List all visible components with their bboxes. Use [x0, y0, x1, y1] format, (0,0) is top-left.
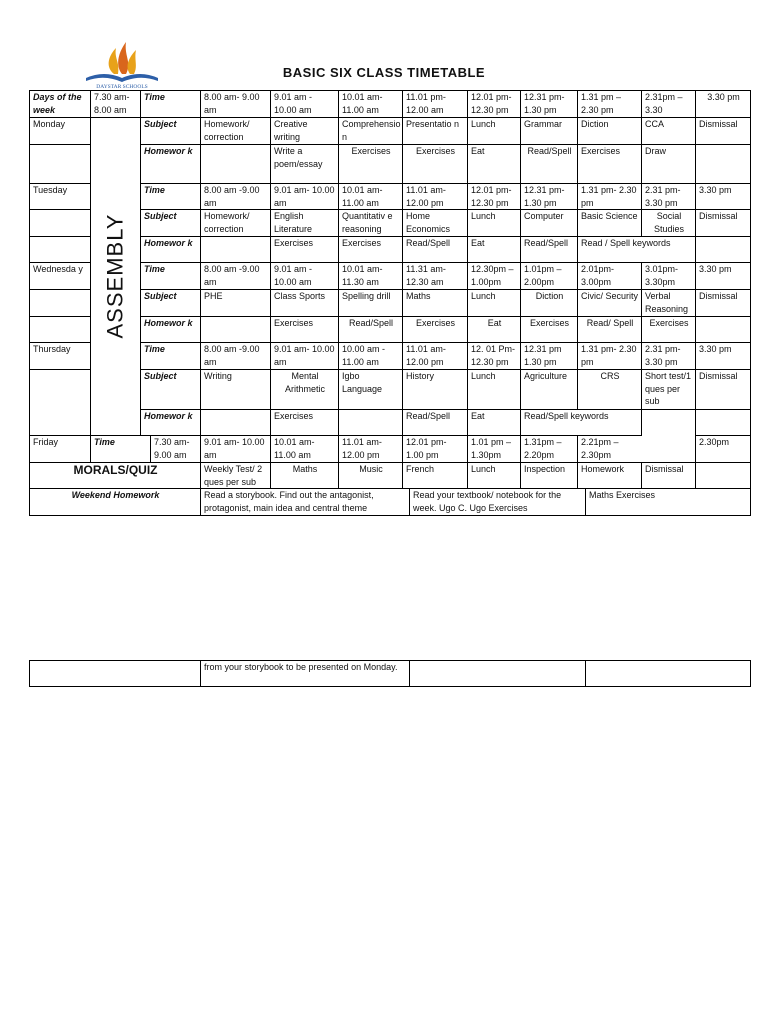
weekend-cell: Maths Exercises — [585, 488, 751, 516]
table-cell: Writing — [200, 369, 271, 410]
time-cell: 11.01 pm- 12.00 am — [402, 90, 468, 118]
day-friday: Friday — [29, 435, 91, 463]
table-cell: Read/Spell — [402, 236, 468, 263]
table-cell: 1.31 pm- 2.30 pm — [577, 342, 642, 370]
table-cell: 10.01 am- 11.30 am — [338, 262, 403, 290]
weekend-cell: Read your textbook/ notebook for the week. Ugo C. Ugo Exercises — [409, 488, 586, 516]
table-cell: Read/ Spell — [577, 316, 642, 343]
table-cell: Home Economics — [402, 209, 468, 237]
table-cell: 3.30 pm — [695, 342, 751, 370]
table-cell: 2.21pm – 2.30pm — [577, 435, 642, 463]
row-label: Time — [140, 262, 201, 290]
table-cell: Dismissal — [695, 289, 751, 317]
table-cell: Class Sports — [270, 289, 339, 317]
time-cell: 10.01 am- 11.00 am — [338, 90, 403, 118]
table-cell: Read/Spell — [402, 409, 468, 436]
table-cell: Lunch — [467, 117, 521, 145]
table-cell: Read / Spell keywords — [577, 236, 696, 263]
time-label: Time — [90, 435, 151, 463]
table-cell: Read/Spell — [520, 236, 578, 263]
table-cell: 2.31 pm- 3.30 pm — [641, 183, 696, 210]
table-cell: Exercises — [577, 144, 642, 184]
time-cell: 2.31pm – 3.30 — [641, 90, 696, 118]
table-cell: CRS — [577, 369, 642, 410]
table-cell: Basic Science — [577, 209, 642, 237]
table-cell: Igbo Language — [338, 369, 403, 410]
table-cell: Computer — [520, 209, 578, 237]
table-cell: PHE — [200, 289, 271, 317]
table-cell: Draw — [641, 144, 696, 184]
table-cell: English Literature — [270, 209, 339, 237]
table-cell: 7.30 am- 9.00 am — [150, 435, 201, 463]
table-cell: Read/Spell keywords — [520, 409, 642, 436]
table-cell: Lunch — [467, 369, 521, 410]
days-header: Days of the week — [29, 90, 91, 118]
table-cell: Lunch — [467, 289, 521, 317]
table-cell: 11.01 am- 12.00 pm — [402, 183, 468, 210]
table-cell: Exercises — [338, 236, 403, 263]
table-cell: CCA — [641, 117, 696, 145]
table-cell: 9.01 am- 10.00 am — [270, 342, 339, 370]
table-cell: 11.01 am- 12.00 pm — [338, 435, 403, 463]
time-cell: 1.31 pm – 2.30 pm — [577, 90, 642, 118]
table-cell: Dismissal — [695, 369, 751, 410]
table-cell: Diction — [577, 117, 642, 145]
table-cell: Inspection — [520, 462, 578, 489]
table-cell: History — [402, 369, 468, 410]
assembly-label: ASSEMBLY — [102, 213, 128, 339]
row-label: Subject — [140, 369, 201, 410]
row-label: Homewor k — [140, 236, 201, 263]
row-label: Time — [140, 342, 201, 370]
table-cell: Lunch — [467, 462, 521, 489]
time-cell: 7.30 am- 8.00 am — [90, 90, 141, 118]
table-cell: 8.00 am -9.00 am — [200, 342, 271, 370]
table-cell: Exercises — [402, 316, 468, 343]
table-cell: 12. 01 Pm- 12.30 pm — [467, 342, 521, 370]
table-cell: 3.01pm- 3.30pm — [641, 262, 696, 290]
day-tuesday: Tuesday — [29, 183, 91, 210]
table-cell: Lunch — [467, 209, 521, 237]
table-cell: 1.31pm – 2.20pm — [520, 435, 578, 463]
table-cell: Eat — [467, 236, 521, 263]
table-cell: Eat — [467, 316, 521, 343]
table-cell: Agriculture — [520, 369, 578, 410]
table-cell: Homework/ correction — [200, 117, 271, 145]
table-cell: Write a poem/essay — [270, 144, 339, 184]
table-cell: Eat — [467, 409, 521, 436]
table-cell: 1.01 pm – 1.30pm — [467, 435, 521, 463]
table-cell: 2.31 pm- 3.30 pm — [641, 342, 696, 370]
table-cell: 1.01pm – 2.00pm — [520, 262, 578, 290]
table-cell: Grammar — [520, 117, 578, 145]
time-cell: 12.31 pm- 1.30 pm — [520, 90, 578, 118]
table-cell: 12.31 pm- 1.30 pm — [520, 183, 578, 210]
table-cell: Homework/ correction — [200, 209, 271, 237]
weekend-label: Weekend Homework — [29, 488, 201, 516]
continuation-border — [29, 660, 751, 687]
day-wednesday: Wednesda y — [29, 262, 91, 290]
table-cell: Civic/ Security — [577, 289, 642, 317]
table-cell: Mental Arithmetic — [270, 369, 339, 410]
row-label: Subject — [140, 289, 201, 317]
table-cell: Diction — [520, 289, 578, 317]
row-label: Homewor k — [140, 144, 201, 184]
time-cell: 9.01 am - 10.00 am — [270, 90, 339, 118]
table-cell: Social Studies — [641, 209, 696, 237]
table-cell: Read/Spell — [338, 316, 403, 343]
table-cell: 1.31 pm- 2.30 pm — [577, 183, 642, 210]
table-cell: Comprehensio n — [338, 117, 403, 145]
continuation-cell: from your storybook to be presented on Monday. — [200, 660, 410, 687]
school-logo — [80, 38, 164, 90]
logo-text: DAYSTAR SCHOOLS — [96, 84, 148, 90]
table-cell: Spelling drill — [338, 289, 403, 317]
table-cell: Presentatio n — [402, 117, 468, 145]
day-monday: Monday — [29, 117, 91, 145]
table-cell: Exercises — [641, 316, 696, 343]
table-cell: Weekly Test/ 2 ques per sub — [200, 462, 271, 489]
table-cell: 10.00 am - 11.00 am — [338, 342, 403, 370]
table-cell: 12.01 pm- 1.00 pm — [402, 435, 468, 463]
page-title: BASIC SIX CLASS TIMETABLE — [282, 65, 486, 80]
row-label: Subject — [140, 209, 201, 237]
morals-quiz-label: MORALS/QUIZ — [29, 462, 201, 489]
table-cell: Exercises — [520, 316, 578, 343]
table-cell: 8.00 am -9.00 am — [200, 262, 271, 290]
table-cell: 12.01 pm- 12.30 pm — [467, 183, 521, 210]
time-cell: 3.30 pm — [695, 90, 751, 118]
table-cell: Eat — [467, 144, 521, 184]
table-cell: Quantitativ e reasoning — [338, 209, 403, 237]
table-cell: Exercises — [270, 236, 339, 263]
row-label: Subject — [140, 117, 201, 145]
table-cell: 9.01 am - 10.00 am — [270, 262, 339, 290]
time-cell: 8.00 am- 9.00 am — [200, 90, 271, 118]
table-cell: 3.30 pm — [695, 183, 751, 210]
table-cell: Dismissal — [641, 462, 696, 489]
table-cell: 12.30pm – 1.00pm — [467, 262, 521, 290]
table-cell: Verbal Reasoning — [641, 289, 696, 317]
table-cell: Dismissal — [695, 209, 751, 237]
day-thursday: Thursday — [29, 342, 91, 370]
table-cell: 3.30 pm — [695, 262, 751, 290]
table-cell: 12.31 pm 1.30 pm — [520, 342, 578, 370]
table-cell: Maths — [402, 289, 468, 317]
table-cell: Homework — [577, 462, 642, 489]
time-label: Time — [140, 90, 201, 118]
table-cell: 10.01 am- 11.00 am — [338, 183, 403, 210]
table-cell: 11.31 am- 12.30 am — [402, 262, 468, 290]
table-cell: French — [402, 462, 468, 489]
row-label: Homewor k — [140, 316, 201, 343]
table-cell: 2.30pm — [695, 435, 751, 463]
table-cell: Exercises — [270, 409, 339, 436]
row-label: Homewor k — [140, 409, 201, 436]
table-cell: Exercises — [338, 144, 403, 184]
table-cell: 9.01 am- 10.00 am — [270, 183, 339, 210]
table-cell: Short test/1 ques per sub — [641, 369, 696, 410]
table-cell: 8.00 am -9.00 am — [200, 183, 271, 210]
time-cell: 12.01 pm- 12.30 pm — [467, 90, 521, 118]
table-cell: Maths — [270, 462, 339, 489]
table-cell: 9.01 am- 10.00 am — [200, 435, 271, 463]
table-cell: Creative writing — [270, 117, 339, 145]
table-cell: Dismissal — [695, 117, 751, 145]
table-cell: 10.01 am- 11.00 am — [270, 435, 339, 463]
table-cell: Read/Spell — [520, 144, 578, 184]
weekend-cell: Read a storybook. Find out the antagonist, protagonist, main idea and central theme — [200, 488, 410, 516]
table-cell: Exercises — [402, 144, 468, 184]
table-cell: Music — [338, 462, 403, 489]
table-cell: 2.01pm- 3.00pm — [577, 262, 642, 290]
table-cell: Exercises — [270, 316, 339, 343]
row-label: Time — [140, 183, 201, 210]
table-cell: 11.01 am- 12.00 pm — [402, 342, 468, 370]
